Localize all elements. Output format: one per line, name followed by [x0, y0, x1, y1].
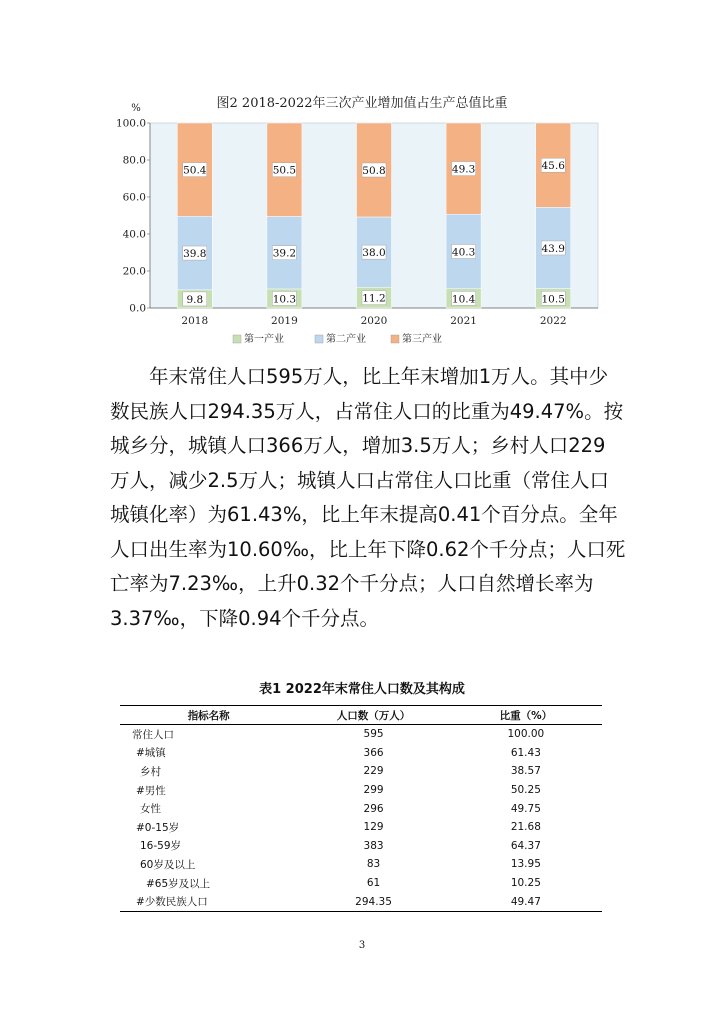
row-indicator: #少数民族人口	[120, 892, 297, 911]
data-label: 50.5	[272, 164, 297, 177]
y-tick-label: 100.0	[115, 117, 146, 130]
table-row	[120, 725, 602, 744]
data-label: 10.5	[541, 293, 565, 306]
data-label: 49.3	[451, 163, 476, 176]
table-row	[120, 781, 602, 800]
row-share: 21.68	[510, 821, 541, 834]
legend-label: 第三产业	[402, 334, 442, 345]
row-population: 299	[363, 784, 384, 797]
row-indicator: 60岁及以上	[140, 858, 196, 871]
header-share: 比重（%）	[450, 706, 602, 725]
row-share: 10.25	[510, 877, 541, 890]
data-label: 11.2	[362, 292, 386, 305]
table-row	[120, 892, 602, 911]
data-label: 9.8	[186, 293, 204, 306]
y-tick-label: 60.0	[122, 191, 146, 204]
table-row	[120, 855, 602, 874]
y-tick-label: 40.0	[122, 228, 146, 241]
row-indicator: 16-59岁	[140, 840, 182, 853]
population-table	[120, 705, 602, 912]
legend-swatch	[233, 335, 241, 343]
row-share: 100.00	[507, 728, 545, 741]
row-share: 13.95	[510, 858, 541, 871]
table-row	[120, 874, 602, 893]
chart-title: 图2 2018-2022年三次产业增加值占生产总值比重	[216, 96, 508, 111]
legend-label: 第一产业	[244, 334, 284, 345]
data-label: 45.6	[541, 160, 565, 173]
paragraph-line: 年末常住人口595万人，比上年末增加1万人。其中少	[110, 365, 609, 388]
row-share: 38.57	[510, 765, 541, 778]
row-indicator: 乡村	[140, 765, 161, 778]
x-tick-label: 2018	[181, 315, 209, 327]
data-label: 50.4	[183, 164, 207, 177]
paragraph-line: 数民族人口294.35万人，占常住人口的比重为49.47%。按	[110, 399, 624, 423]
data-label: 39.8	[183, 248, 207, 261]
row-population: 595	[363, 728, 384, 741]
x-tick-label: 2022	[539, 315, 567, 327]
row-population: 296	[363, 802, 384, 815]
row-indicator: 常住人口	[132, 728, 174, 741]
table-row	[120, 818, 602, 837]
row-population: 61	[366, 877, 381, 890]
legend-label: 第二产业	[326, 334, 366, 345]
y-tick-label: 20.0	[122, 265, 146, 278]
population-paragraph	[110, 360, 626, 636]
table-header-row	[120, 706, 602, 725]
data-label: 39.2	[272, 247, 297, 260]
table-row	[120, 837, 602, 856]
row-population: 383	[363, 839, 384, 852]
table-row	[120, 744, 602, 763]
table-title: 表1 2022年末常住人口数及其构成	[259, 682, 465, 697]
paragraph-line: 万人，减少2.5万人；城镇人口占常住人口比重（常住人口	[110, 468, 610, 492]
row-population: 366	[363, 746, 384, 759]
stacked-bar-chart	[110, 100, 610, 350]
data-label: 43.9	[541, 242, 565, 255]
paragraph-line: 人口出生率为10.60‰，比上年下降0.62个千分点；人口死	[110, 537, 626, 561]
row-population: 83	[366, 858, 381, 871]
header-population: 人口数（万人）	[297, 706, 449, 725]
data-label: 38.0	[362, 247, 386, 260]
legend-swatch	[315, 335, 323, 343]
row-population: 129	[363, 821, 384, 834]
data-label: 50.8	[362, 164, 386, 177]
page-number: 3	[358, 940, 366, 951]
table-row	[120, 799, 602, 818]
data-label: 10.3	[272, 293, 297, 306]
row-indicator: #0-15岁	[136, 821, 180, 834]
table-row	[120, 762, 602, 781]
legend-swatch	[391, 335, 399, 343]
paragraph-line: 亡率为7.23‰，上升0.32个千分点；人口自然增长率为	[110, 572, 594, 595]
data-label: 10.4	[451, 293, 476, 306]
paragraph-line: 城镇化率）为61.43%，比上年末提高0.41个百分点。全年	[110, 503, 618, 526]
paragraph-line: 3.37‰，下降0.94个千分点。	[110, 606, 380, 630]
x-tick-label: 2019	[271, 315, 298, 327]
row-indicator: #城镇	[136, 747, 166, 760]
row-share: 50.25	[510, 784, 541, 797]
row-population: 294.35	[297, 892, 449, 911]
row-population: 229	[363, 765, 384, 778]
row-indicator: #65岁及以上	[146, 877, 211, 890]
header-indicator: 指标名称	[120, 706, 297, 725]
x-tick-label: 2020	[360, 315, 388, 327]
row-share: 49.47	[450, 892, 602, 911]
row-indicator: #男性	[136, 784, 166, 797]
row-share: 64.37	[510, 839, 541, 852]
row-share: 49.75	[510, 802, 541, 815]
row-share: 61.43	[510, 746, 541, 759]
y-unit-label: %	[131, 103, 141, 114]
x-tick-label: 2021	[450, 315, 477, 327]
row-indicator: 女性	[140, 803, 161, 816]
paragraph-line: 城乡分，城镇人口366万人，增加3.5万人；乡村人口229	[110, 434, 606, 457]
y-tick-label: 0.0	[129, 302, 146, 315]
y-tick-label: 80.0	[122, 154, 146, 167]
data-label: 40.3	[451, 246, 476, 259]
